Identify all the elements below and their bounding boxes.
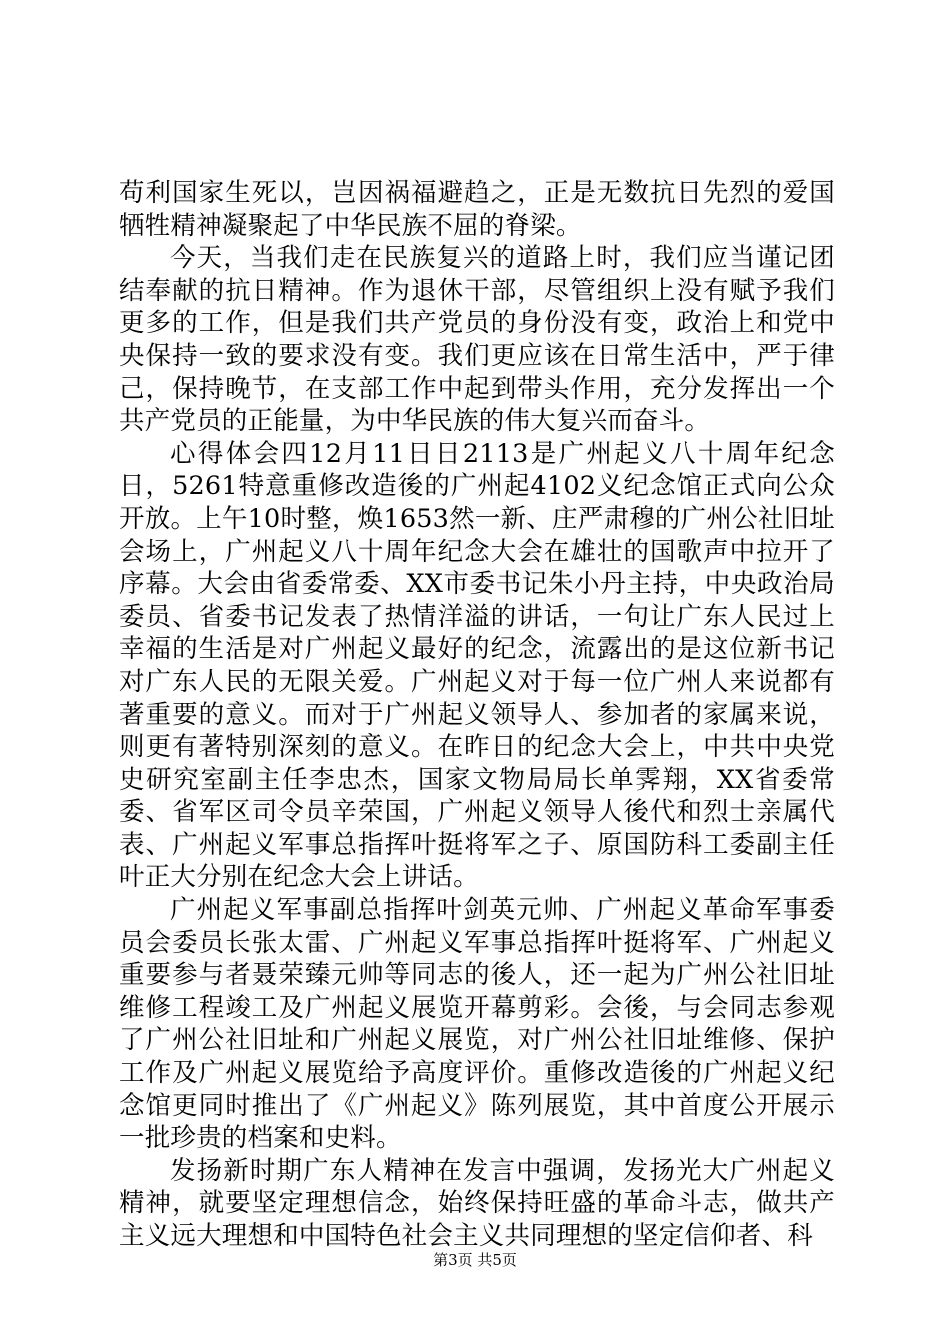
page-number-footer: 第3页 共5页 — [433, 1251, 517, 1269]
paragraph: 广州起义军事副总指挥叶剑英元帅、广州起义革命军事委员会委员长张太雷、广州起义军事总指挥叶挺将军、广州起义重要参与者聂荣臻元帅等同志的後人，还一起为广州公社旧址维修工程竣工及广州起义展览开幕剪彩。会後，与会同志参观了广州公社旧址和广州起义展览，对广州公社旧址维修、保护工作及广州起义展览给予高度评价。重修改造後的广州起义纪念馆更同时推出了《广州起义》陈列展览，其中首度公开展示一批珍贵的档案和史料。 — [119, 895, 835, 1154]
paragraph: 心得体会四12月11日日2113是广州起义八十周年纪念日，5261特意重修改造後的广州起4102义纪念馆正式向公众开放。上午10时整，焕1653然一新、庄严肃穆的广州公社旧址会场上，广州起义八十周年纪念大会在雄壮的国歌声中拉开了序幕。大会由省委常委、XX市委书记朱小丹主持，中央政治局委员、省委书记发表了热情洋溢的讲话，一句让广东人民过上幸福的生活是对广州起义最好的纪念，流露出的是这位新书记对广东人民的无限关爱。广州起义对于每一位广州人来说都有著重要的意义。而对于广州起义领导人、参加者的家属来说，则更有著特别深刻的意义。在昨日的纪念大会上，中共中央党史研究室副主任李忠杰，国家文物局局长单霁翔，XX省委常委、省军区司令员辛荣国，广州起义领导人後代和烈士亲属代表、广州起义军事总指挥叶挺将军之子、原国防科工委副主任叶正大分别在纪念大会上讲话。 — [119, 438, 835, 893]
paragraph-continued: 苟利国家生死以，岂因祸福避趋之，正是无数抗日先烈的爱国牺牲精神凝聚起了中华民族不屈的脊梁。 — [119, 178, 835, 241]
document-body — [119, 177, 835, 1253]
paragraph: 今天，当我们走在民族复兴的道路上时，我们应当谨记团结奉献的抗日精神。作为退休干部，尽管组织上没有赋予我们更多的工作，但是我们共产党员的身份没有变，政治上和党中央保持一致的要求没有变。我们更应该在日常生活中，严于律己，保持晚节，在支部工作中起到带头作用，充分发挥出一个共产党员的正能量，为中华民族的伟大复兴而奋斗。 — [119, 243, 835, 437]
paragraph: 发扬新时期广东人精神在发言中强调，发扬光大广州起义精神，就要坚定理想信念，始终保持旺盛的革命斗志，做共产主义远大理想和中国特色社会主义共同理想的坚定信仰者、科 — [119, 1155, 835, 1251]
